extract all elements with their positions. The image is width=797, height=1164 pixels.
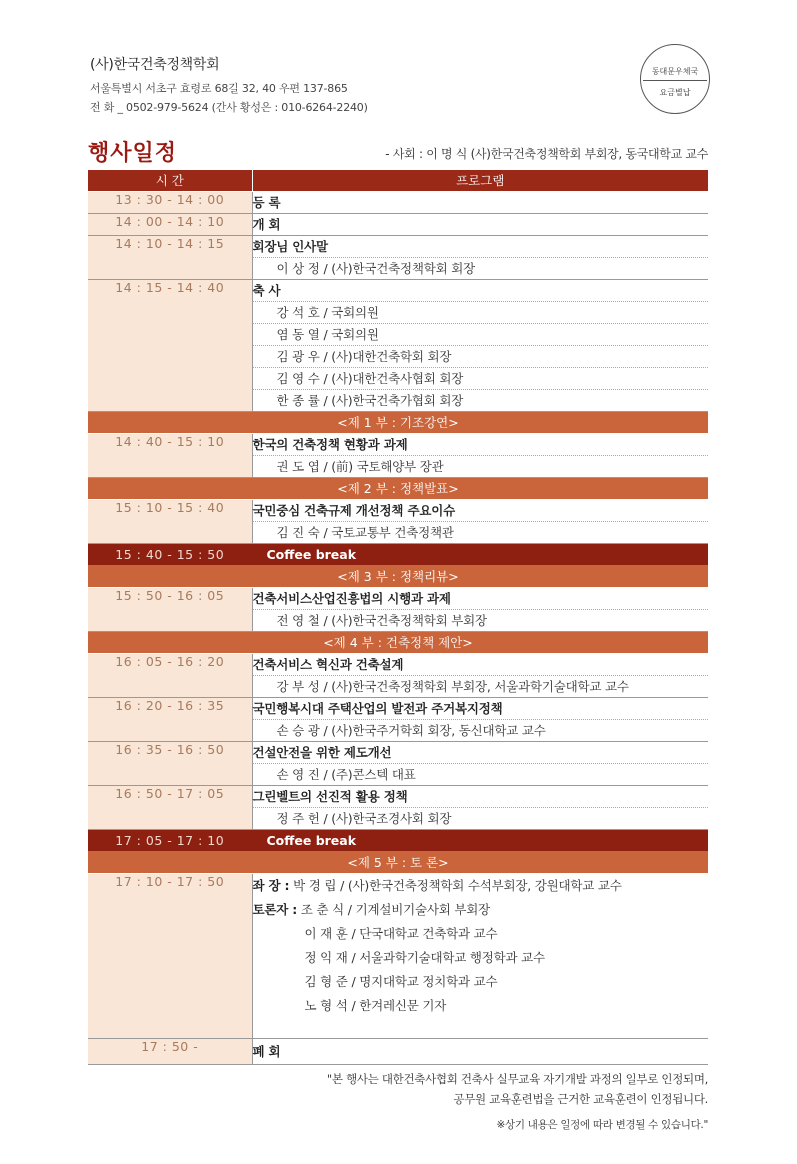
coffee-break-row (88, 543, 708, 565)
program-speaker: 강 부 성 / (사)한국건축정책학회 부회장, 서울과학기술대학교 교수 (252, 675, 708, 697)
program-title: 국민중심 건축규제 개선정책 주요이슈 (252, 499, 708, 521)
forum-panelist: 정 익 재 / 서울과학기술대학교 행정학과 교수 (304, 949, 545, 965)
table-row (88, 499, 708, 521)
session-2-header: <제 2 부 : 정책발표> (88, 477, 708, 499)
program-column-header: 프로그램 (252, 170, 708, 191)
program-title: 건축서비스산업진흥법의 시행과 과제 (252, 587, 708, 609)
session-header-row (88, 565, 708, 587)
forum-panelist: 노 형 석 / 한겨레신문 기자 (304, 997, 447, 1013)
panel-role-label: 토론자 : (252, 901, 298, 917)
time-cell: 17 : 05 - 17 : 10 (88, 829, 252, 851)
forum-panelist (253, 898, 709, 922)
time-cell: 15 : 40 - 15 : 50 (88, 543, 252, 565)
stamp-post-office: 동대문우체국 (651, 67, 699, 76)
program-speaker: 이 상 정 / (사)한국건축정책학회 회장 (252, 257, 708, 279)
stamp-postage-paid: 요금별납 (659, 88, 691, 97)
program-title: 개 회 (252, 213, 708, 235)
stamp-divider (643, 80, 707, 81)
program-speaker: 강 석 호 / 국회의원 (252, 301, 708, 323)
session-5-header: <제 5 부 : 토 론> (88, 851, 708, 873)
time-cell: 14 : 40 - 15 : 10 (88, 433, 252, 477)
time-column-header: 시 간 (88, 170, 252, 191)
table-header-row (88, 170, 708, 191)
time-cell: 13 : 30 - 14 : 00 (88, 191, 252, 213)
table-row (88, 279, 708, 301)
program-speaker: 전 영 철 / (사)한국건축정책학회 부회장 (252, 609, 708, 631)
time-cell: 15 : 50 - 16 : 05 (88, 587, 252, 631)
session-1-header: <제 1 부 : 기조강연> (88, 411, 708, 433)
coffee-break-label: Coffee break (252, 829, 708, 851)
program-speaker: 권 도 엽 / (前) 국토해양부 장관 (252, 455, 708, 477)
table-row (88, 213, 708, 235)
program-speaker: 한 종 률 / (사)한국건축가협회 회장 (252, 389, 708, 411)
time-cell: 14 : 10 - 14 : 15 (88, 235, 252, 279)
session-header-row (88, 411, 708, 433)
time-cell: 17 : 10 - 17 : 50 (88, 873, 252, 1038)
table-row (88, 653, 708, 675)
table-row (88, 433, 708, 455)
postage-stamp (640, 44, 710, 114)
program-title: 폐 회 (252, 1038, 708, 1064)
table-row (88, 873, 708, 1038)
moderator-info: - 사회 : 이 명 식 (사)한국건축정책학회 부회장, 동국대학교 교수 (385, 147, 708, 161)
chair-role-label: 좌 장 : (252, 877, 290, 893)
organization-address: 서울특별시 서초구 효령로 68길 32, 40 우편 137-865 (90, 82, 348, 95)
program-speaker: 염 동 열 / 국회의원 (252, 323, 708, 345)
program-title: 그린벨트의 선진적 활용 정책 (252, 785, 708, 807)
program-speaker: 정 주 헌 / (사)한국조경사회 회장 (252, 807, 708, 829)
footnote-line-1: "본 행사는 대한건축사협회 건축사 실무교육 자기개발 과정의 일부로 인정되며, (326, 1072, 708, 1086)
session-4-header: <제 4 부 : 건축정책 제안> (88, 631, 708, 653)
time-cell: 14 : 15 - 14 : 40 (88, 279, 252, 411)
forum-panel (252, 873, 708, 1038)
program-title: 한국의 건축정책 현황과 과제 (252, 433, 708, 455)
program-speaker: 김 진 숙 / 국토교통부 건축정책관 (252, 521, 708, 543)
session-header-row (88, 631, 708, 653)
organization-phone: 전 화 _ 0502-979-5624 (간사 황성은 : 010-6264-2240) (90, 101, 368, 114)
time-cell: 17 : 50 - (88, 1038, 252, 1064)
forum-panelist: 김 형 준 / 명지대학교 정치학과 교수 (304, 973, 498, 989)
chair-name: 박 경 립 / (사)한국건축정책학회 수석부회장, 강원대학교 교수 (289, 877, 622, 893)
footnote-line-2: 공무원 교육훈련법을 근거한 교육훈련이 인정됩니다. (453, 1092, 708, 1106)
program-title: 회장님 인사말 (252, 235, 708, 257)
table-row (88, 741, 708, 763)
table-row (88, 785, 708, 807)
program-speaker: 김 영 수 / (사)대한건축사협회 회장 (252, 367, 708, 389)
program-speaker: 손 승 광 / (사)한국주거학회 회장, 동신대학교 교수 (252, 719, 708, 741)
session-header-row (88, 851, 708, 873)
organization-name: (사)한국건축정책학회 (90, 57, 220, 73)
table-row (88, 697, 708, 719)
program-title: 건축서비스 혁신과 건축설계 (252, 653, 708, 675)
table-row (88, 1038, 708, 1064)
session-header-row (88, 477, 708, 499)
table-row (88, 191, 708, 213)
time-cell: 15 : 10 - 15 : 40 (88, 499, 252, 543)
program-speaker: 김 광 우 / (사)대한건축학회 회장 (252, 345, 708, 367)
forum-panelist: 이 재 훈 / 단국대학교 건축학과 교수 (304, 925, 498, 941)
table-row (88, 587, 708, 609)
time-cell: 16 : 05 - 16 : 20 (88, 653, 252, 697)
footnote-line-3: ※상기 내용은 일정에 따라 변경될 수 있습니다." (496, 1119, 708, 1131)
table-row (88, 235, 708, 257)
time-cell: 16 : 50 - 17 : 05 (88, 785, 252, 829)
organization-header (90, 54, 368, 115)
session-3-header: <제 3 부 : 정책리뷰> (88, 565, 708, 587)
program-speaker: 손 영 진 / (주)콘스텍 대표 (252, 763, 708, 785)
program-title: 등 록 (252, 191, 708, 213)
coffee-break-label: Coffee break (252, 543, 708, 565)
schedule-table (88, 170, 708, 1065)
time-cell: 16 : 35 - 16 : 50 (88, 741, 252, 785)
program-title: 건설안전을 위한 제도개선 (252, 741, 708, 763)
forum-chair (253, 874, 709, 898)
program-title: 축 사 (252, 279, 708, 301)
coffee-break-row (88, 829, 708, 851)
schedule-title: 행사일정 (88, 141, 178, 166)
panelist-name: 조 춘 식 / 기계설비기술사회 부회장 (297, 901, 490, 917)
program-title: 국민행복시대 주택산업의 발전과 주거복지정책 (252, 697, 708, 719)
time-cell: 14 : 00 - 14 : 10 (88, 213, 252, 235)
time-cell: 16 : 20 - 16 : 35 (88, 697, 252, 741)
